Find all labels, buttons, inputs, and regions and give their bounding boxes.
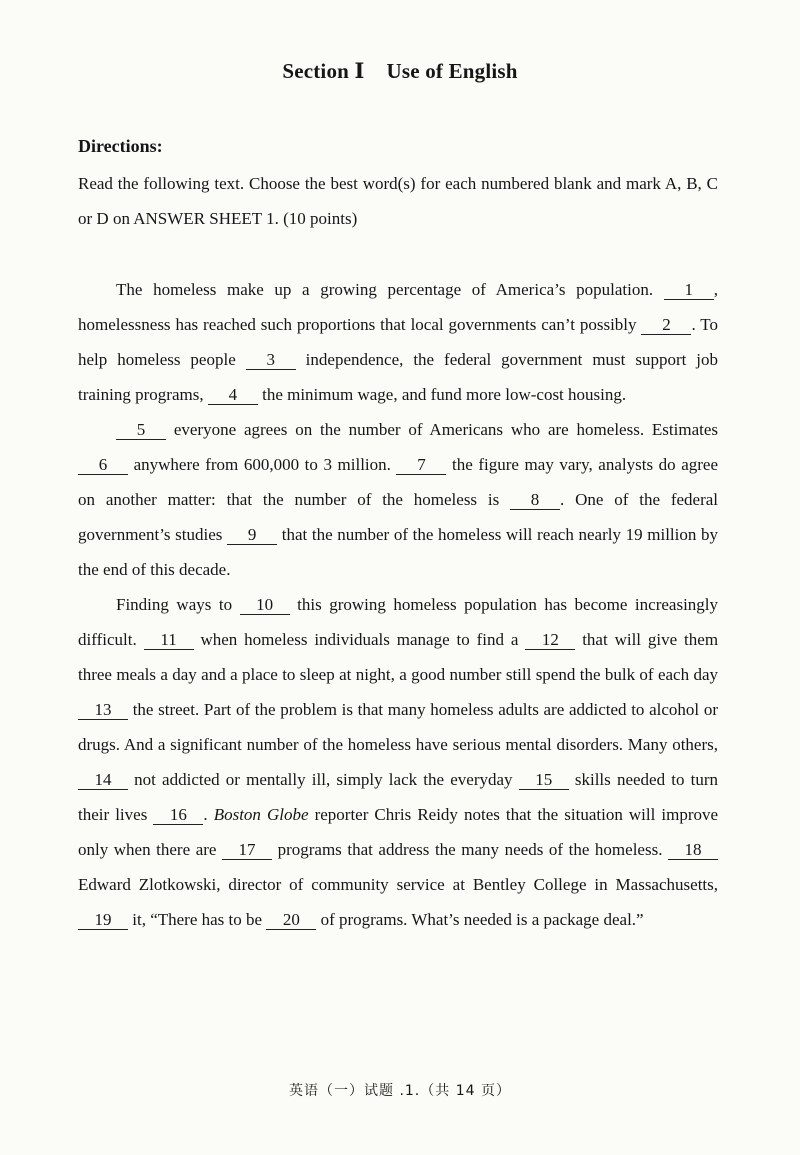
blank-10: 10	[240, 596, 290, 615]
passage-text: Finding ways to	[116, 595, 233, 614]
blank-13: 13	[78, 701, 128, 720]
blank-3: 3	[246, 351, 296, 370]
passage-text: anywhere from 600,000 to 3 million.	[133, 455, 391, 474]
passage-text: . To help homeless people	[78, 315, 719, 369]
blank-1: 1	[664, 281, 714, 300]
blank-6: 6	[78, 456, 128, 475]
passage-text: skills needed to turn their lives	[78, 770, 719, 824]
blank-4: 4	[208, 386, 258, 405]
blank-2: 2	[641, 316, 691, 335]
blank-11: 11	[144, 631, 194, 650]
cloze-passage	[78, 272, 718, 937]
blank-19: 19	[78, 911, 128, 930]
blank-20: 20	[266, 911, 316, 930]
section-name: Use of English	[386, 59, 518, 83]
passage-text: everyone agrees on the number of Americans who are homeless. Estimates	[173, 420, 718, 439]
blank-8: 8	[510, 491, 560, 510]
blank-12: 12	[525, 631, 575, 650]
directions-heading: Directions:	[78, 136, 163, 156]
passage-text: the street. Part of the problem is that many homeless adults are addicted to alcohol or drugs. And a significant number of the homeless have serious mental disorders. Many others,	[78, 700, 719, 754]
blank-14: 14	[78, 771, 128, 790]
passage-text: The homeless make up a growing percentage of America’s population.	[116, 280, 654, 299]
passage-text: the minimum wage, and fund more low-cost housing.	[262, 385, 627, 404]
page-footer: 英语（一）试题 .1.（共 14 页）	[289, 1083, 511, 1099]
publication-name: Boston Globe	[213, 805, 309, 824]
passage-text: the figure may vary, analysts do agree on another matter: that the number of the homeless is	[78, 455, 719, 509]
passage-text: .	[203, 805, 208, 824]
blank-15: 15	[519, 771, 569, 790]
blank-5: 5	[116, 421, 166, 440]
blank-16: 16	[153, 806, 203, 825]
blank-9: 9	[227, 526, 277, 545]
section-label: Section Ⅰ	[282, 59, 365, 83]
passage-text: that will give them three meals a day and a place to sleep at night, a good number still spend the bulk of each day	[78, 630, 719, 684]
section-title	[0, 58, 800, 84]
passage-text: programs that address the many needs of the homeless.	[277, 840, 663, 859]
blank-7: 7	[396, 456, 446, 475]
passage-paragraph-3	[78, 587, 718, 937]
passage-text: , homelessness has reached such proportions that local governments can’t possibly	[78, 280, 718, 334]
passage-text: that the number of the homeless will reach nearly 19 million by the end of this decade.	[78, 525, 719, 579]
blank-18: 18	[668, 841, 718, 860]
passage-paragraph-1	[78, 272, 718, 412]
passage-text: reporter Chris Reidy notes that the situation will improve only when there are	[78, 805, 719, 859]
passage-text: not addicted or mentally ill, simply lack the everyday	[134, 770, 513, 789]
passage-text: of programs. What’s needed is a package deal.”	[320, 910, 644, 929]
passage-text: independence, the federal government must support job training programs,	[78, 350, 719, 404]
passage-paragraph-2	[78, 412, 718, 587]
blank-17: 17	[222, 841, 272, 860]
passage-text: this growing homeless population has become increasingly difficult.	[78, 595, 719, 649]
passage-text: . One of the federal government’s studies	[78, 490, 719, 544]
directions-text: Read the following text. Choose the best word(s) for each numbered blank and mark A, B, C or D on ANSWER SHEET 1. (10 points)	[78, 174, 718, 228]
passage-text: Edward Zlotkowski, director of community service at Bentley College in Massachusetts,	[78, 875, 718, 894]
passage-text: when homeless individuals manage to find a	[200, 630, 519, 649]
passage-text: it, “There has to be	[132, 910, 263, 929]
